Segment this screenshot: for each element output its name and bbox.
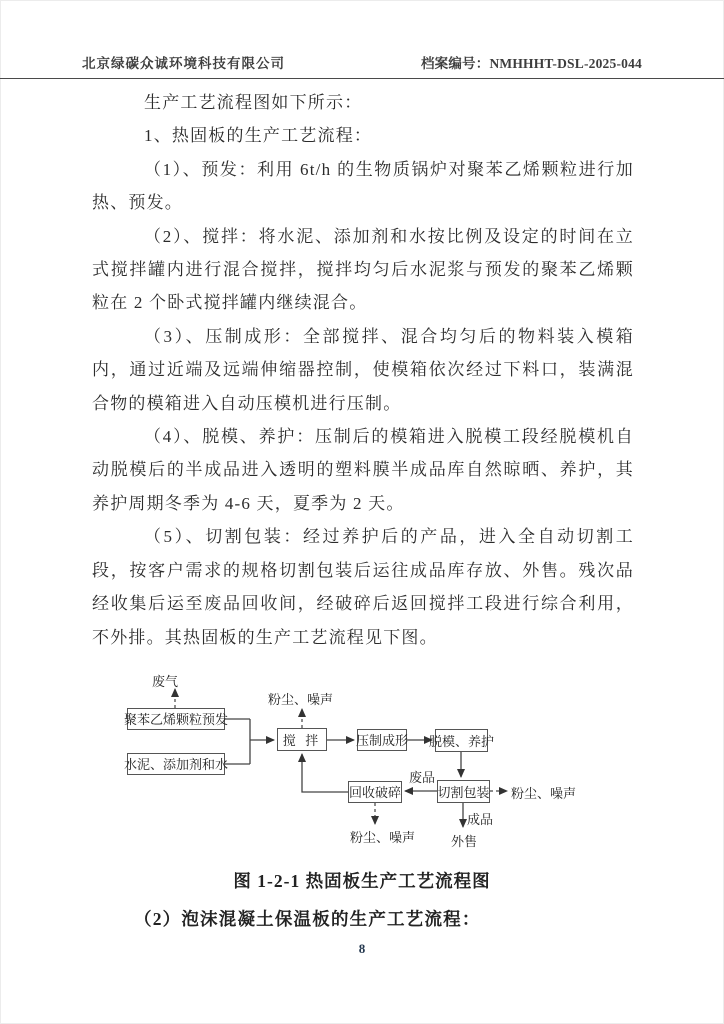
header-archive-number (421, 52, 642, 72)
body-paragraph-step4: （4）、脱模、养护：压制后的模箱进入脱模工段经脱模机自动脱模后的半成品进入透明的塑料膜半成品库自然晾晒、养护，其养护周期冬季为 4-6 天，夏季为 2 天。 (92, 427, 634, 513)
body-text (92, 86, 634, 654)
flow-box-mixing: 搅 拌 (277, 728, 327, 751)
flow-box-materials: 水泥、添加剂和水 (127, 753, 225, 775)
archive-label: 档案编号： (420, 56, 490, 71)
flow-label-finished-product: 成品 (467, 811, 494, 827)
body-paragraph-step2: （2）、搅拌：将水泥、添加剂和水按比例及设定的时间在立式搅拌罐内进行混合搅拌，搅拌均匀后水泥浆与预发的聚苯乙烯颗粒在 2 个卧式搅拌罐内继续混合。 (92, 226, 634, 313)
flow-box-demolding: 脱模、养护 (435, 729, 488, 752)
flow-label-waste-gas: 废气 (152, 673, 179, 689)
flow-box-recycling: 回收破碎 (348, 781, 402, 803)
header-company-name: 北京绿碳众诚环境科技有限公司 (82, 56, 285, 71)
body-paragraph-intro: 生产工艺流程图如下所示： (144, 93, 363, 112)
page-header (0, 0, 724, 79)
next-section-heading: （2）泡沫混凝土保温板的生产工艺流程： (134, 908, 481, 929)
figure-caption: 图 1-2-1 热固板生产工艺流程图 (233, 870, 491, 891)
flow-box-pre-expansion: 聚苯乙烯颗粒预发 (127, 708, 225, 730)
page-number: 8 (358, 941, 366, 956)
body-paragraph-step1: （1）、预发：利用 6t/h 的生物质锅炉对聚苯乙烯颗粒进行加热、预发。 (92, 159, 634, 213)
archive-value: NMHHHT-DSL-2025-044 (489, 56, 642, 71)
flow-label-dust-noise-bottom: 粉尘、噪声 (350, 829, 416, 845)
flow-box-cutting: 切割包装 (437, 780, 490, 803)
merge-connector-lines (225, 719, 250, 764)
process-flow-diagram (110, 663, 670, 858)
body-paragraph-section1: 1、热固板的生产工艺流程： (144, 126, 373, 146)
flow-label-dust-noise-right: 粉尘、噪声 (511, 785, 577, 801)
arrow-recycling-to-mixing (302, 754, 348, 792)
body-paragraph-step3: （3）、压制成形：全部搅拌、混合均匀后的物料装入模箱内，通过近端及远端伸缩器控制，使模箱依次经过下料口，装满混合物的模箱进入自动压模机进行压制。 (92, 326, 634, 413)
body-paragraph-step5: （5）、切割包装：经过养护后的产品，进入全自动切割工段，按客户需求的规格切割包装后运往成品库存放、外售。残次品经收集后运至废品回收间，经破碎后返回搅拌工段进行综合利用，不外排。其热固板的生产工艺流程见下图。 (92, 527, 634, 647)
flow-label-external-sale: 外售 (451, 833, 478, 849)
flow-label-scrap: 废品 (409, 769, 436, 785)
flow-box-pressing: 压制成形 (357, 729, 407, 751)
flow-label-dust-noise-top: 粉尘、噪声 (268, 691, 334, 707)
